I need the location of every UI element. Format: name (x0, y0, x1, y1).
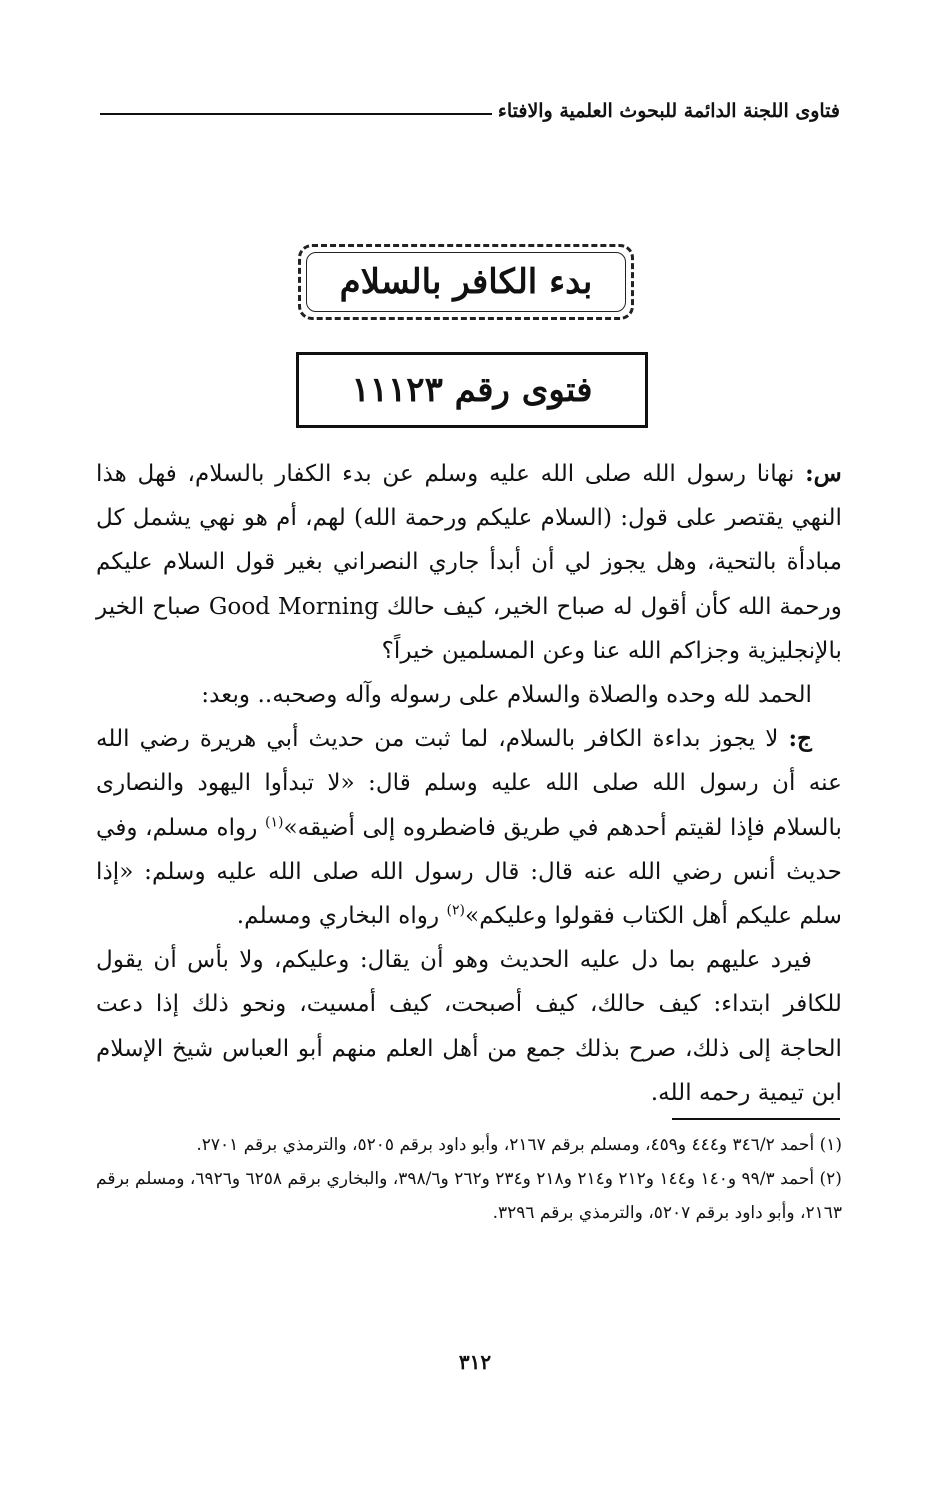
footnote-ref-2: (٢) (446, 902, 466, 919)
fatwa-number: فتوى رقم ١١١٢٣ (351, 370, 593, 410)
question-label: س: (805, 460, 842, 487)
praise-paragraph (96, 673, 842, 717)
closing-paragraph (96, 938, 842, 1115)
answer-text-2: رواه مسلم، وفي حديث أنس رضي الله عنه قال: قال رسول الله صلى الله عليه وسلم: «إذا سلم عليكم أهل الكتاب فقولوا وعليكم» (96, 813, 842, 930)
footnote-1: (١) أحمد ٣٤٦/٢ و٤٤٤ و٤٥٩، ومسلم برقم ٢١٦٧، وأبو داود برقم ٥٢٠٥، والترمذي برقم ٢٧٠١. (196, 1135, 842, 1155)
footnote-2: (٢) أحمد ٩٩/٣ و١٤٠ و١٤٤ و٢١٢ و٢١٤ و٢١٨ و٢٣٤ و٢٦٢ و٣٩٨/٦، والبخاري برقم ٦٢٥٨ و٦٩٢٦، ومسلم برقم ٢١٦٣، وأبو داود برقم ٥٢٠٧، والترمذي برقم ٣٢٩٦. (96, 1169, 842, 1223)
body-text (96, 452, 842, 1115)
footnotes (96, 1128, 842, 1230)
answer-paragraph (96, 717, 842, 938)
question-paragraph (96, 452, 842, 673)
answer-text-1: لا يجوز بداءة الكافر بالسلام، لما ثبت من حديث أبي هريرة رضي الله عنه أن رسول الله صلى الله عليه وسلم قال: «لا تبدأوا اليهود والنصارى بالسلام فإذا لقيتم أحدهم في طريق فاضطروه إلى أضيقه» (96, 725, 843, 841)
page-title: بدء الكافر بالسلام (339, 262, 593, 302)
page-number: ٣١٢ (458, 1350, 492, 1374)
answer-label: ج: (788, 725, 813, 753)
footnote-separator (672, 1118, 840, 1120)
fatwa-number-frame (296, 352, 648, 428)
praise-text: الحمد لله وحده والصلاة والسلام على رسوله وآله وصحبه.. وبعد: (201, 681, 812, 709)
question-text: نهانا رسول الله صلى الله عليه وسلم عن بدء الكفار بالسلام، فهل هذا النهي يقتصر على قول: (السلام عليكم ورحمة الله) لهم، أم هو نهي يشمل كل مبادأة بالتحية، وهل يجوز لي أن أبدأ جاري النصراني بغير قول السلام عليكم ورحمة الله كأن أقول له صباح الخير، كيف حالك Good Morning صباح الخير بالإنجليزية وجزاكم الله عنا وعن المسلمين خيراً؟ (96, 460, 842, 664)
running-header (100, 92, 840, 122)
answer-text-3: رواه البخاري ومسلم. (236, 902, 447, 930)
header-rule (100, 113, 492, 115)
footnote-ref-1: (١) (265, 813, 284, 830)
closing-text: فيرد عليهم بما دل عليه الحديث وهو أن يقال: وعليكم، ولا بأس أن يقول للكافر ابتداء: كيف حالك، كيف أصبحت، كيف أمسيت، ونحو ذلك إذا دعت الحاجة إلى ذلك، صرح بذلك جمع من أهل العلم منهم أبو العباس شيخ الإسلام ابن تيمية رحمه الله. (96, 946, 842, 1106)
header-title: فتاوى اللجنة الدائمة للبحوث العلمية والافتاء (497, 100, 840, 122)
title-frame (298, 244, 634, 320)
